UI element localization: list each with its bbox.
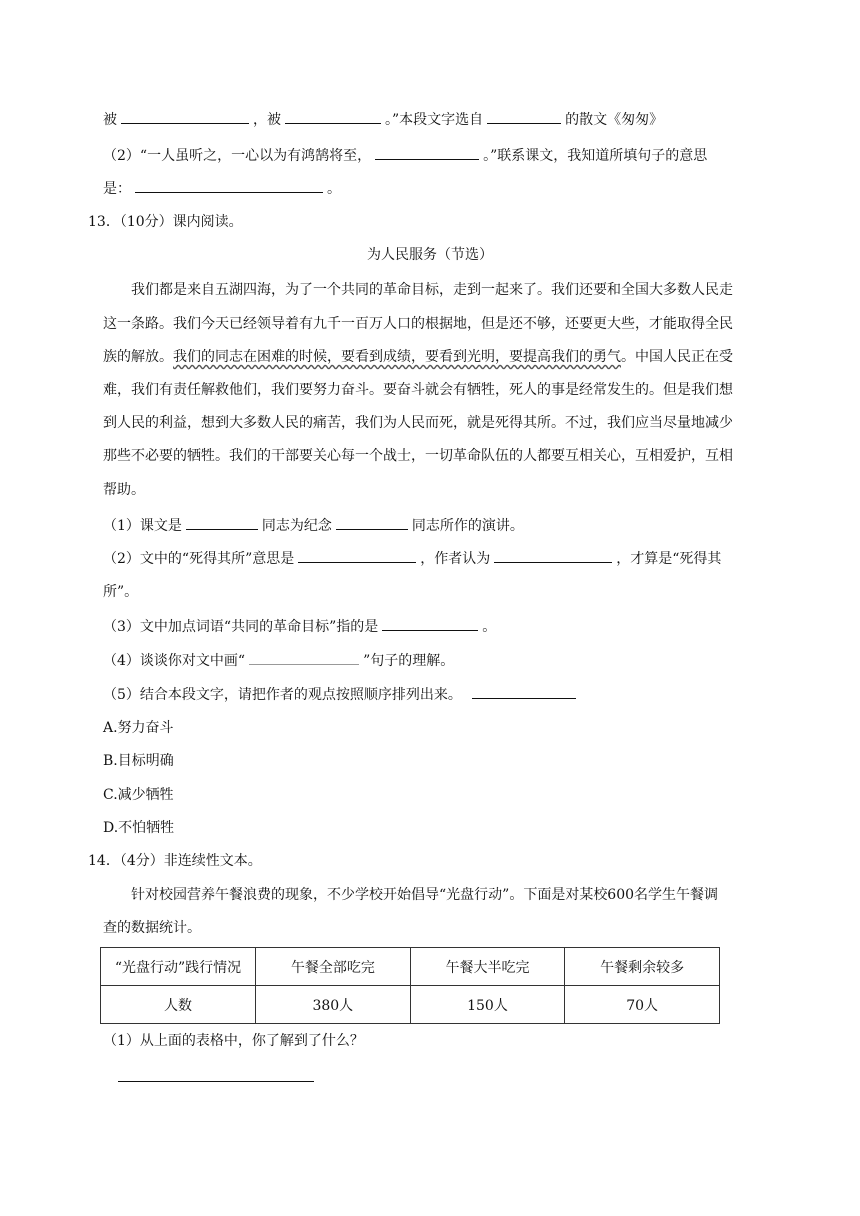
text-fragment: 。 — [482, 619, 497, 635]
table-cell: 150人 — [410, 986, 565, 1024]
option-a: A.努力奋斗 — [103, 720, 174, 736]
q12-subquestion-2-cont — [103, 178, 341, 199]
q13-heading: 13．（10分）课内阅读。 — [88, 214, 243, 230]
underlined-sentence: 我们的同志在困难的时候，要看到成绩，要看到光明，要提高我们的勇气 — [173, 349, 621, 365]
text-fragment: （4）谈谈你对文中画“ — [103, 653, 246, 669]
text-fragment: 。”联系课文，我知道所填句子的意思 — [483, 148, 708, 164]
table-cell: 380人 — [256, 986, 411, 1024]
table-header-cell: 午餐大半吃完 — [410, 948, 565, 986]
passage-line: 这一条路。我们今天已经领导着有九千一百万人口的根据地，但是还不够，还要更大些，才能取得全民 — [103, 316, 733, 332]
q14-intro-line: 针对校园营养午餐浪费的现象，不少学校开始倡导“光盘行动”。下面是对某校600名学生午餐调 — [131, 887, 719, 903]
table-row — [101, 948, 720, 986]
passage-line — [103, 347, 733, 367]
answer-blank[interactable] — [487, 109, 561, 124]
text-fragment: 被 — [103, 112, 117, 128]
answer-blank[interactable] — [298, 548, 416, 563]
text-fragment: （3）文中加点词语“共同的革命目标”指的是 — [103, 619, 379, 635]
table-header-cell: “光盘行动”践行情况 — [101, 948, 256, 986]
text-fragment: 同志为纪念 — [261, 518, 332, 534]
q14-heading: 14．（4分）非连续性文本。 — [88, 853, 262, 869]
text-fragment: 是： — [103, 181, 131, 197]
passage-line: 我们都是来自五湖四海，为了一个共同的革命目标，走到一起来了。我们还要和全国大多数人民走 — [131, 282, 733, 298]
table-cell: 人数 — [101, 986, 256, 1024]
text-fragment: ，才算是“死得其 — [616, 551, 722, 567]
text-fragment: 。”本段文字选自 — [385, 112, 484, 128]
quote-placeholder — [249, 650, 359, 665]
text-fragment: （2）“一人虽听之，一心以为有鸿鹄将至， — [103, 148, 372, 164]
text-fragment: 。 — [327, 181, 341, 197]
table-header-cell: 午餐全部吃完 — [256, 948, 411, 986]
table-row — [101, 986, 720, 1024]
q14-intro-line: 查的数据统计。 — [103, 920, 201, 936]
answer-blank[interactable] — [375, 145, 479, 160]
passage-line: 到人民的利益，想到大多数人民的痛苦，我们为人民而死，就是死得其所。不过，我们应当尽量地减少 — [103, 415, 733, 431]
q12-subquestion-2 — [103, 145, 707, 166]
text-fragment: 族的解放。 — [103, 349, 173, 365]
text-fragment: （5）结合本段文字，请把作者的观点按照顺序排列出来。 — [103, 687, 462, 703]
text-fragment: 同志所作的演讲。 — [411, 518, 524, 534]
answer-blank[interactable] — [382, 616, 478, 631]
answer-blank[interactable] — [121, 109, 249, 124]
text-fragment: ”句子的理解。 — [363, 653, 455, 669]
answer-blank[interactable] — [494, 548, 612, 563]
q13-sub2 — [103, 548, 721, 569]
answer-line[interactable] — [118, 1081, 314, 1082]
text-fragment: ，被 — [253, 112, 281, 128]
option-d: D.不怕牺牲 — [103, 820, 175, 836]
text-fragment: 的散文《匆匆》 — [565, 112, 664, 128]
passage-line: 帮助。 — [103, 482, 145, 498]
answer-blank[interactable] — [186, 515, 258, 530]
answer-blank[interactable] — [336, 515, 408, 530]
answer-blank[interactable] — [135, 178, 323, 193]
passage-line: 那些不必要的牺牲。我们的干部要关心每一个战士，一切革命队伍的人都要互相关心，互相爱护，互相 — [103, 448, 733, 464]
q14-sub1: （1）从上面的表格中，你了解到了什么？ — [103, 1033, 364, 1049]
q13-sub4 — [103, 650, 454, 671]
option-b: B.目标明确 — [103, 753, 174, 769]
q13-sub3 — [103, 616, 496, 637]
q13-sub5 — [103, 684, 580, 705]
text-fragment: ，作者认为 — [420, 551, 491, 567]
answer-blank[interactable] — [285, 109, 381, 124]
q13-sub2-cont: 所”。 — [103, 584, 139, 600]
survey-table — [100, 947, 720, 1024]
text-fragment: （1）课文是 — [103, 518, 182, 534]
text-fragment: （2）文中的“死得其所”意思是 — [103, 551, 295, 567]
q13-sub1 — [103, 515, 524, 536]
text-fragment: 。中国人民正在受 — [621, 349, 733, 365]
q12-continuation-line — [103, 109, 663, 130]
table-header-cell: 午餐剩余较多 — [565, 948, 720, 986]
passage-line: 难，我们有责任解救他们，我们要努力奋斗。要奋斗就会有牺牲，死人的事是经常发生的。但是我们想 — [103, 382, 733, 398]
table-cell: 70人 — [565, 986, 720, 1024]
answer-blank[interactable] — [472, 684, 576, 699]
passage-title: 为人民服务（节选） — [367, 247, 493, 263]
option-c: C.减少牺牲 — [103, 787, 174, 803]
